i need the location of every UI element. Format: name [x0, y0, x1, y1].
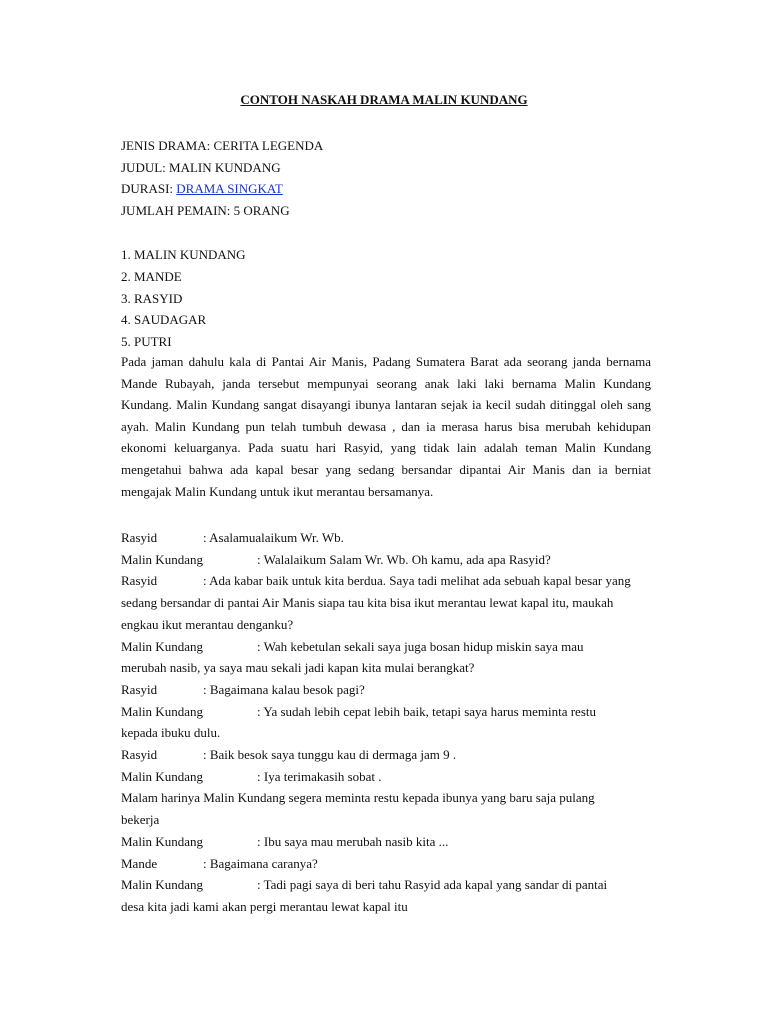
- speaker-name: Rasyid: [121, 747, 158, 762]
- speech-continuation: desa kita jadi kami akan pergi merantau lewat kapal itu: [121, 898, 408, 914]
- cast-item: 3. RASYID: [121, 291, 183, 306]
- cast-item: 4. SAUDAGAR: [121, 312, 207, 327]
- dialogue-line: [121, 768, 382, 785]
- speech-continuation: engkau ikut merantau denganku?: [121, 616, 294, 632]
- speaker-name: Malin Kundang: [121, 833, 203, 849]
- speech-text: : Baik besok saya tunggu kau di dermaga jam 9 .: [203, 747, 457, 762]
- speech-text: : Tadi pagi saya di beri tahu Rasyid ada kapal yang sandar di pantai: [257, 877, 608, 893]
- dialogue-line: [121, 877, 608, 893]
- speech-continuation: merubah nasib, ya saya mau sekali jadi kapan kita mulai berangkat?: [121, 660, 475, 676]
- speaker-name: Malin Kundang: [121, 703, 203, 719]
- speech-text: : Wah kebetulan sekali saya juga bosan hidup miskin saya mau: [257, 638, 584, 654]
- speech-text: : Ya sudah lebih cepat lebih baik, tetapi saya harus meminta restu: [257, 703, 596, 719]
- speech-text: : Walalaikum Salam Wr. Wb. Oh kamu, ada apa Rasyid?: [257, 551, 551, 567]
- speaker-name: Malin Kundang: [121, 768, 203, 784]
- cast-item: 5. PUTRI: [121, 334, 172, 349]
- dialogue-line: [121, 747, 457, 763]
- meta-durasi: [121, 181, 283, 197]
- narration-line: Malam harinya Malin Kundang segera meminta restu kepada ibunya yang baru saja pulang: [121, 790, 595, 806]
- speaker-name: Rasyid: [121, 573, 158, 589]
- dialogue-line: [121, 530, 344, 546]
- dialogue-line: [121, 833, 449, 850]
- speaker-name: Mande: [121, 855, 158, 871]
- cast-item: 2. MANDE: [121, 269, 182, 284]
- dialogue-line: [121, 638, 584, 655]
- dialogue-line: [121, 703, 596, 720]
- meta-jenis: JENIS DRAMA: CERITA LEGENDA: [121, 138, 324, 153]
- dialogue-line: [121, 681, 365, 698]
- drama-singkat-link[interactable]: DRAMA SINGKAT: [176, 181, 283, 196]
- speaker-name: Rasyid: [121, 530, 158, 545]
- meta-jumlah: JUMLAH PEMAIN: 5 ORANG: [121, 203, 290, 218]
- speech-continuation: sedang bersandar di pantai Air Manis siapa tau kita bisa ikut merantau lewat kapal itu, maukah: [121, 595, 614, 611]
- speech-continuation: kepada ibuku dulu.: [121, 725, 221, 741]
- narration-line: bekerja: [121, 812, 160, 828]
- cast-item: 1. MALIN KUNDANG: [121, 247, 246, 262]
- durasi-label: DURASI:: [121, 181, 177, 196]
- dialogue-line: [121, 551, 551, 568]
- speech-text: : Iya terimakasih sobat .: [257, 768, 382, 784]
- page-title: CONTOH NASKAH DRAMA MALIN KUNDANG: [240, 92, 528, 107]
- dialogue-line: [121, 855, 318, 872]
- speech-text: : Ada kabar baik untuk kita berdua. Saya tadi melihat ada sebuah kapal besar yang: [203, 573, 631, 589]
- speech-text: : Asalamualaikum Wr. Wb.: [203, 530, 344, 545]
- speech-text: : Ibu saya mau merubah nasib kita ...: [257, 833, 449, 849]
- speech-text: : Bagaimana kalau besok pagi?: [203, 681, 365, 697]
- speaker-name: Rasyid: [121, 681, 158, 697]
- speaker-name: Malin Kundang: [121, 551, 203, 567]
- dialogue-line: [121, 573, 631, 589]
- meta-judul: JUDUL: MALIN KUNDANG: [121, 160, 281, 175]
- intro-paragraph: Pada jaman dahulu kala di Pantai Air Manis, Padang Sumatera Barat ada seorang janda bernama Mande Rubayah, janda tersebut mempunyai seorang anak laki laki bernama Malin Kundang Kundang. Malin Kundang sangat disayangi ibunya lantaran sejak ia kecil sudah ditinggal oleh sang ayah. Malin Kundang pun telah tumbuh dewasa , dan ia merasa harus bisa merubah kehidupan ekonomi keluarganya. Pada suatu hari Rasyid, yang tidak lain adalah teman Malin Kundang mengetahui bahwa ada kapal besar yang sedang bersandar dipantai Air Manis dan ia berniat mengajak Malin Kundang untuk ikut merantau bersamanya.: [121, 354, 651, 499]
- speaker-name: Malin Kundang: [121, 638, 203, 654]
- speech-text: : Bagaimana caranya?: [203, 855, 318, 871]
- speaker-name: Malin Kundang: [121, 877, 203, 893]
